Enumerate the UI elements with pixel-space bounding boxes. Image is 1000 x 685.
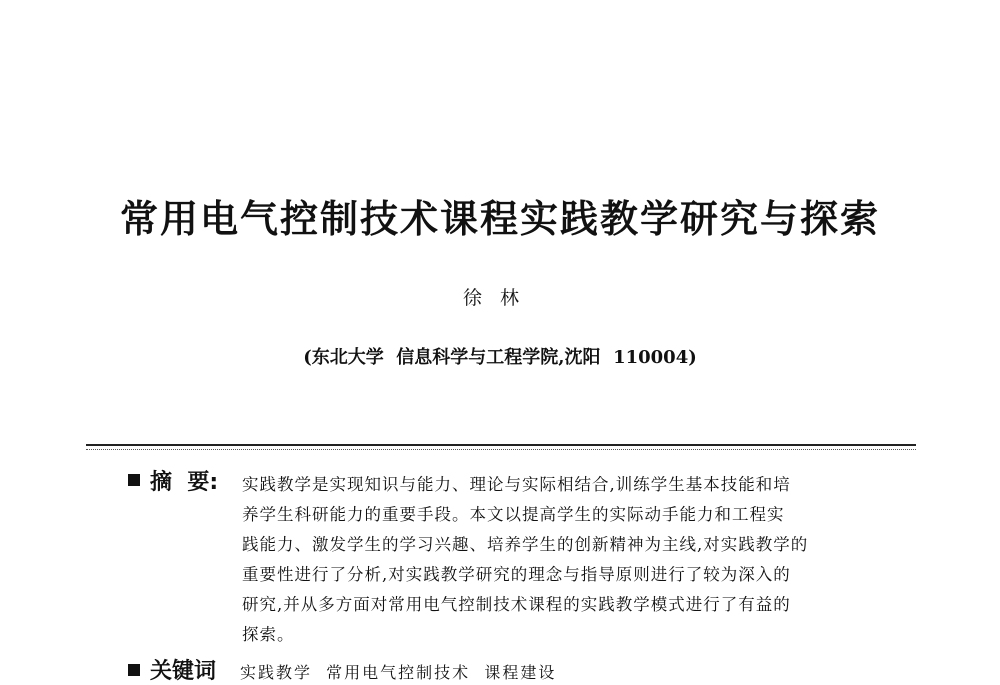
author-affiliation: (东北大学 信息科学与工程学院,沈阳 110004) — [303, 347, 697, 368]
section-divider-bottom — [86, 449, 916, 450]
abstract-body — [228, 470, 918, 650]
abstract-line: 重要性进行了分析,对实践教学研究的理念与指导原则进行了较为深入的 — [242, 565, 791, 584]
abstract-bullet-icon — [128, 474, 140, 486]
keywords-text: 实践教学 常用电气控制技术 课程建设 — [240, 663, 557, 682]
paper-title: 常用电气控制技术课程实践教学研究与探索 — [119, 196, 880, 241]
keywords-label: 关键词 — [150, 659, 217, 684]
abstract-line: 实践教学是实现知识与能力、理论与实际相结合,训练学生基本技能和培 — [242, 475, 791, 494]
keywords-bullet-icon — [128, 664, 140, 676]
author-name: 徐林 — [462, 287, 537, 309]
abstract-label: 摘 要: — [150, 470, 219, 495]
abstract-line: 养学生科研能力的重要手段。本文以提高学生的实际动手能力和工程实 — [242, 505, 785, 524]
abstract-line: 践能力、激发学生的学习兴趣、培养学生的创新精神为主线,对实践教学的 — [242, 535, 809, 554]
abstract-line: 研究,并从多方面对常用电气控制技术课程的实践教学模式进行了有益的 — [242, 595, 791, 614]
section-divider-top — [86, 444, 916, 446]
abstract-line: 探索。 — [242, 625, 295, 644]
